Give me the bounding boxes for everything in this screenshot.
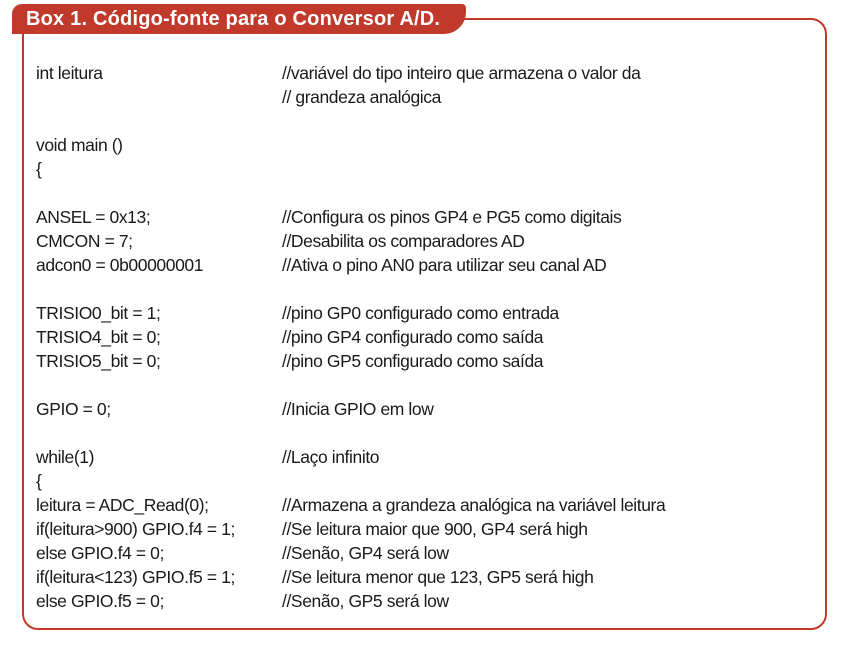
code-line <box>36 85 816 109</box>
code-statement: adcon0 = 0b00000001 <box>36 255 204 275</box>
code-statement: if(leitura<123) GPIO.f5 = 1; <box>36 567 235 587</box>
blank-line <box>36 277 816 301</box>
code-comment: //Se leitura menor que 123, GP5 será high <box>282 567 594 587</box>
blank-line <box>36 421 816 445</box>
code-line <box>36 301 816 325</box>
code-comment: //pino GP5 configurado como saída <box>282 351 544 371</box>
code-line <box>36 229 816 253</box>
code-statement: TRISIO5_bit = 0; <box>36 351 161 371</box>
code-comment: //Senão, GP4 será low <box>282 543 449 563</box>
code-statement: TRISIO0_bit = 1; <box>36 303 161 323</box>
code-comment <box>282 469 816 493</box>
code-comment: //Senão, GP5 será low <box>282 591 449 611</box>
code-line <box>36 565 816 589</box>
code-statement: else GPIO.f4 = 0; <box>36 543 164 563</box>
code-line <box>36 517 816 541</box>
code-statement: CMCON = 7; <box>36 231 133 251</box>
code-comment: //Configura os pinos GP4 e PG5 como digitais <box>282 207 622 227</box>
blank-line <box>36 181 816 205</box>
code-comment <box>282 157 816 181</box>
code-comment: //Desabilita os comparadores AD <box>282 231 525 251</box>
code-line <box>36 325 816 349</box>
code-comment: //pino GP4 configurado como saída <box>282 327 544 347</box>
code-comment: //variável do tipo inteiro que armazena o valor da <box>282 63 641 83</box>
code-comment: //Armazena a grandeza analógica na variável leitura <box>282 495 666 515</box>
code-statement: { <box>36 159 42 179</box>
code-line <box>36 397 816 421</box>
code-statement: { <box>36 471 42 491</box>
code-comment: //pino GP0 configurado como entrada <box>282 303 559 323</box>
code-line <box>36 253 816 277</box>
blank-line <box>36 109 816 133</box>
box-title: Box 1. Código-fonte para o Conversor A/D. <box>12 4 466 34</box>
code-statement <box>36 85 282 109</box>
code-statement: leitura = ADC_Read(0); <box>36 495 209 515</box>
code-line <box>36 349 816 373</box>
code-comment: // grandeza analógica <box>282 87 441 107</box>
code-line <box>36 445 816 469</box>
code-line <box>36 469 816 493</box>
code-comment: //Se leitura maior que 900, GP4 será high <box>282 519 588 539</box>
code-comment <box>282 133 816 157</box>
code-listing <box>36 61 816 613</box>
code-comment: //Ativa o pino AN0 para utilizar seu canal AD <box>282 255 607 275</box>
code-line <box>36 493 816 517</box>
code-line <box>36 61 816 85</box>
code-line <box>36 541 816 565</box>
blank-line <box>36 373 816 397</box>
code-statement: ANSEL = 0x13; <box>36 207 151 227</box>
code-line <box>36 157 816 181</box>
code-statement: if(leitura>900) GPIO.f4 = 1; <box>36 519 235 539</box>
code-line <box>36 133 816 157</box>
code-comment: //Inicia GPIO em low <box>282 399 434 419</box>
code-statement: void main () <box>36 135 123 155</box>
code-line <box>36 205 816 229</box>
code-statement: int leitura <box>36 63 103 83</box>
code-statement: GPIO = 0; <box>36 399 111 419</box>
code-statement: else GPIO.f5 = 0; <box>36 591 164 611</box>
code-statement: while(1) <box>36 447 95 467</box>
code-comment: //Laço infinito <box>282 447 380 467</box>
code-line <box>36 589 816 613</box>
code-statement: TRISIO4_bit = 0; <box>36 327 161 347</box>
